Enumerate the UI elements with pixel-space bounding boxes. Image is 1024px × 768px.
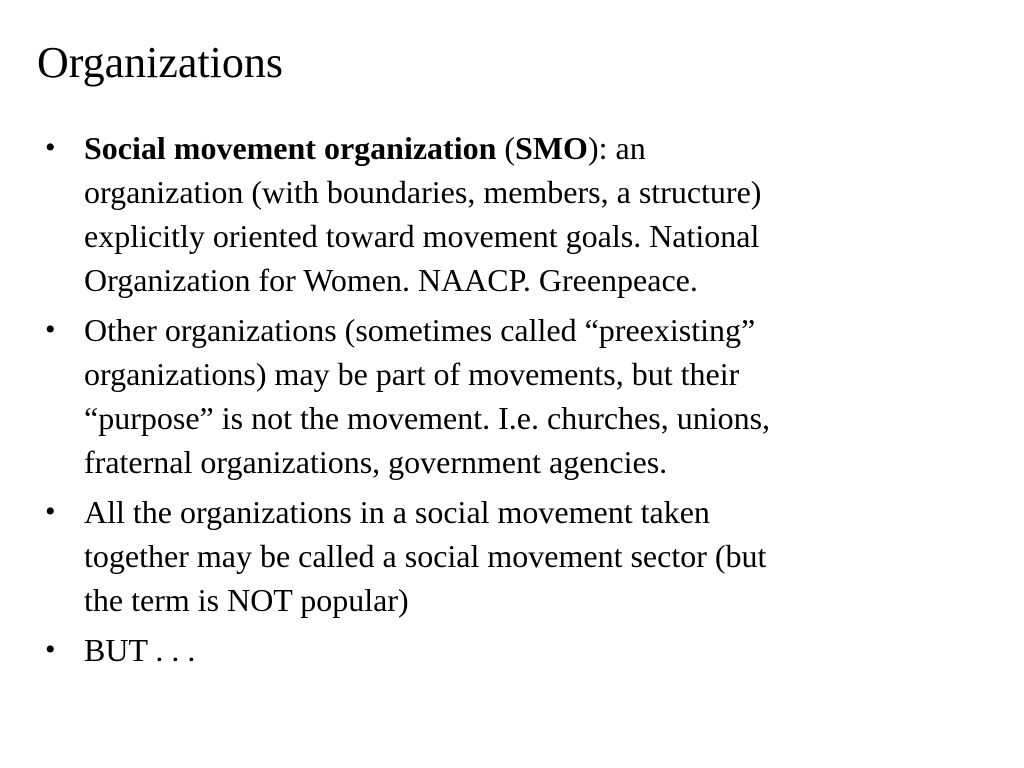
- bullet-line: [84, 126, 964, 170]
- bullet-line: the term is NOT popular): [84, 582, 409, 618]
- smo-term-separator: (: [496, 130, 516, 166]
- bullet-dot-icon: •: [45, 131, 56, 164]
- smo-term: Social movement organization: [84, 130, 497, 166]
- bullet-line: All the organizations in a social movement taken: [84, 494, 710, 530]
- bullet-list: [0, 126, 1024, 678]
- bullet-line: together may be called a social movement sector (but: [84, 538, 767, 574]
- bullet-item-smo: [0, 126, 1024, 302]
- bullet-line: Other organizations (sometimes called “preexisting”: [84, 312, 756, 348]
- bullet-line: organization (with boundaries, members, a structure): [84, 174, 762, 210]
- bullet-item-but: [0, 628, 1024, 672]
- bullet-line: Organization for Women. NAACP. Greenpeace.: [84, 262, 698, 298]
- bullet-item-other-organizations: [0, 308, 1024, 484]
- bullet-line: “purpose” is not the movement. I.e. churches, unions,: [84, 400, 771, 436]
- bullet-item-movement-sector: [0, 490, 1024, 622]
- bullet-line: BUT . . .: [84, 632, 196, 668]
- smo-abbreviation: SMO: [515, 130, 588, 166]
- bullet-line: organizations) may be part of movements, but their: [84, 356, 740, 392]
- bullet-dot-icon: •: [45, 633, 56, 666]
- bullet-line: fraternal organizations, government agencies.: [84, 444, 668, 480]
- smo-definition-start: ): an: [587, 130, 646, 166]
- bullet-dot-icon: •: [45, 313, 56, 346]
- slide-title: Organizations: [37, 38, 284, 87]
- bullet-line: explicitly oriented toward movement goals. National: [84, 218, 760, 254]
- bullet-dot-icon: •: [45, 495, 56, 528]
